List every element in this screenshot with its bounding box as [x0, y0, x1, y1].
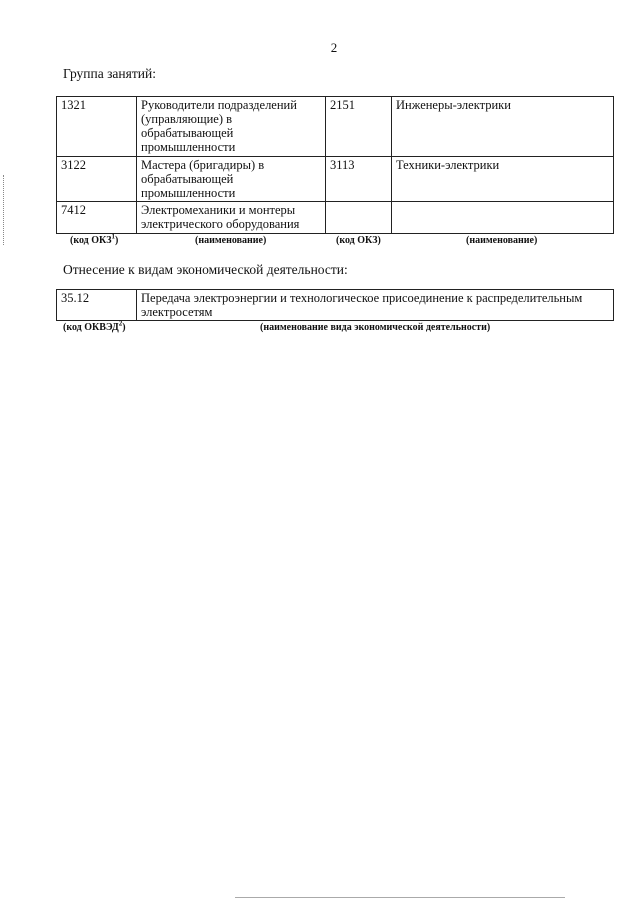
okz-code-cell: 3122 — [57, 157, 137, 202]
name-caption: (наименование) — [466, 235, 538, 246]
okz-code-caption: (код ОКЗ) — [336, 235, 381, 246]
footnote-marker: 1 — [111, 232, 116, 241]
occupation-name-cell: Инженеры-электрики — [392, 97, 614, 157]
name-caption: (наименование) — [195, 235, 267, 246]
activity-name-caption: (наименование вида экономической деятельности) — [260, 322, 491, 333]
okz-code-cell: 1321 — [57, 97, 137, 157]
occupation-name-cell — [392, 202, 614, 234]
occupation-group-heading: Группа занятий: — [63, 66, 156, 81]
scan-edge-mark — [235, 897, 565, 899]
footnote-marker: 2 — [118, 319, 123, 328]
table-row — [57, 97, 614, 157]
activity-name-cell: Передача электроэнергии и технологическое присоединение к распределительным электросетям — [137, 290, 614, 321]
table-row — [57, 290, 614, 321]
page-number: 2 — [330, 40, 338, 55]
table-row — [57, 202, 614, 234]
occupation-name-cell: Руководители подразделений (управляющие) в обрабатывающей промышленности — [137, 97, 326, 157]
economic-activity-heading: Отнесение к видам экономической деятельности: — [63, 262, 348, 277]
occupation-name-cell: Техники-электрики — [392, 157, 614, 202]
occupation-group-table — [56, 96, 614, 234]
okz-code-cell: 7412 — [57, 202, 137, 234]
okved-code-caption: (код ОКВЭД$^2$) — [63, 319, 126, 333]
okved-code-cell: 35.12 — [57, 290, 137, 321]
okz-code-cell: 3113 — [326, 157, 392, 202]
okved-table — [56, 289, 614, 321]
scan-edge-mark — [3, 175, 5, 245]
occupation-name-cell: Электромеханики и монтеры электрического оборудования — [137, 202, 326, 234]
okz-code-caption: (код ОКЗ$^1$) — [70, 232, 119, 246]
table-row — [57, 157, 614, 202]
okz-code-cell — [326, 202, 392, 234]
occupation-name-cell: Мастера (бригадиры) в обрабатывающей промышленности — [137, 157, 326, 202]
okz-code-cell: 2151 — [326, 97, 392, 157]
